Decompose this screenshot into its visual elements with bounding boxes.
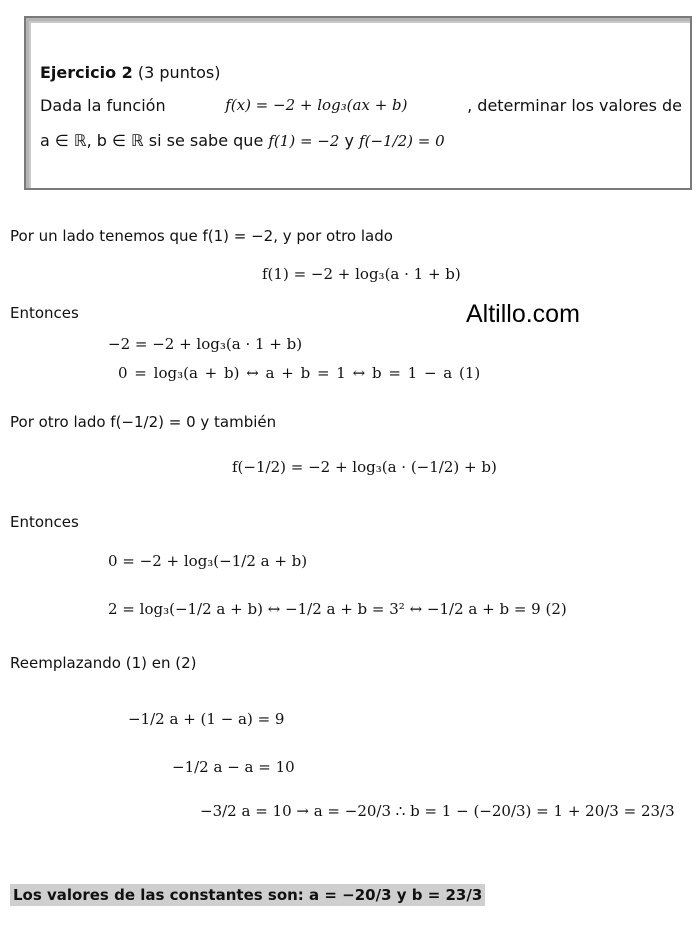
exercise-title: Ejercicio 2	[40, 63, 133, 82]
exercise-line2-text: a ∈ ℝ, b ∈ ℝ si se sabe que	[40, 131, 264, 150]
exercise-line1-formula: f(x) = −2 + log₃(ax + b)	[225, 96, 408, 114]
exercise-points: (3 puntos)	[137, 63, 221, 82]
solution-intro: Por un lado tenemos que f(1) = −2, y por otro lado	[10, 227, 393, 245]
equation-5: 0 = −2 + log₃(−1/2 a + b)	[108, 552, 308, 570]
entonces-label-2: Entonces	[10, 513, 79, 531]
exercise-heading	[40, 63, 220, 82]
equation-7: −1/2 a + (1 − a) = 9	[128, 710, 285, 728]
exercise-line2-condition: f(−1/2) = 0	[359, 132, 445, 150]
equation-8: −1/2 a − a = 10	[172, 758, 295, 776]
watermark-logo: Altillo.com	[466, 300, 580, 328]
equation-9: −3/2 a = 10 → a = −20/3 ∴ b = 1 − (−20/3) = 1 + 20/3 = 23/3	[200, 802, 675, 820]
exercise-line1-tail: , determinar los valores de	[467, 96, 682, 115]
reemplazando-text: Reemplazando (1) en (2)	[10, 654, 197, 672]
entonces-label-1: Entonces	[10, 304, 79, 322]
equation-6: 2 = log₃(−1/2 a + b) ↔ −1/2 a + b = 3² ↔ −1/2 a + b = 9 (2)	[108, 600, 567, 618]
exercise-line2-f1: f(1) = −2	[268, 132, 340, 150]
exercise-line1-text: Dada la función	[40, 96, 166, 115]
exercise-line2-y: y	[344, 131, 354, 150]
equation-3: 0 = log₃(a + b) ↔ a + b = 1 ↔ b = 1 − a (1)	[118, 364, 481, 382]
final-answer	[10, 886, 485, 904]
exercise-line-1	[40, 96, 682, 115]
final-answer-text: Los valores de las constantes son: a = −20/3 y b = 23/3	[10, 884, 485, 906]
equation-2: −2 = −2 + log₃(a · 1 + b)	[108, 335, 303, 353]
exercise-line-2	[40, 131, 445, 150]
equation-f1: f(1) = −2 + log₃(a · 1 + b)	[262, 265, 461, 283]
equation-4: f(−1/2) = −2 + log₃(a · (−1/2) + b)	[232, 458, 497, 476]
otro-lado-text: Por otro lado f(−1/2) = 0 y también	[10, 413, 277, 431]
